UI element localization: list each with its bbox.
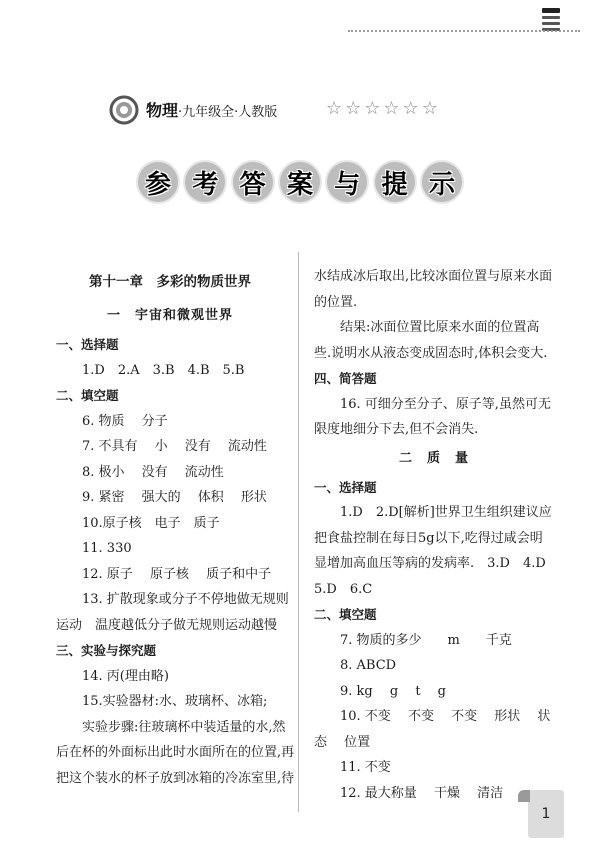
banner-character: 参 — [138, 162, 178, 202]
answer-line: 显增加高血压等病的发病率. 3.D 4.D — [314, 556, 546, 571]
book-header — [108, 94, 488, 126]
banner-character: 与 — [327, 162, 367, 202]
answer-line: 把食盐控制在每日5g以下,吃得过咸会明 — [314, 530, 543, 546]
question-heading: 一、选择题 — [56, 337, 119, 352]
question-heading: 二、填空题 — [314, 607, 377, 622]
question-heading: 二、填空题 — [56, 388, 119, 403]
answer-line: 运动 温度越低分子做无规则运动越慢 — [56, 617, 278, 633]
star-icon: ☆ — [402, 98, 419, 119]
section-title: 一 宇宙和微观世界 — [106, 308, 233, 323]
answer-line: 8. 极小 没有 流动性 — [82, 464, 224, 480]
star-icon: ☆ — [364, 98, 381, 119]
answer-line: 限度地细分下去,但不会消失. — [314, 422, 479, 437]
answer-line: 12. 原子 原子核 质子和中子 — [82, 566, 272, 582]
banner-character: 案 — [280, 162, 320, 202]
edition-subtitle: ·九年级全·人教版 — [178, 105, 278, 120]
answer-line: 实验步骤:往玻璃杯中装适量的水,然 — [82, 719, 286, 735]
banner-character: 考 — [185, 162, 225, 202]
question-heading: 三、实验与探究题 — [56, 643, 157, 658]
banner-character: 示 — [422, 162, 462, 202]
page-number — [528, 790, 564, 838]
answer-line: 8. ABCD — [340, 658, 397, 673]
answer-line: 9. kg g t g — [340, 683, 446, 699]
star-icon: ☆ — [383, 98, 400, 119]
banner-character: 答 — [233, 162, 273, 202]
answer-line: 态 位置 — [314, 734, 371, 750]
answer-line: 15.实验器材:水、玻璃杯、冰箱; — [82, 694, 268, 709]
question-heading: 一、选择题 — [314, 479, 377, 495]
answer-line: 1.D 2.A 3.B 4.B 5.B — [82, 362, 245, 378]
star-icon: ☆ — [421, 98, 438, 119]
answer-line: 的位置. — [314, 294, 358, 310]
question-heading: 四、简答题 — [314, 371, 377, 386]
answer-line: 7. 物质的多少 m 千克 — [340, 632, 512, 648]
subject-title: 物理 — [146, 101, 179, 120]
left-column — [56, 264, 295, 791]
swirl-icon — [108, 94, 144, 126]
star-row — [326, 97, 438, 121]
chapter-title: 第十一章 多彩的物质世界 — [89, 274, 251, 290]
answer-banner — [138, 154, 462, 210]
section-title: 二 质 量 — [398, 450, 469, 466]
answer-line: 11. 不变 — [340, 760, 391, 775]
answer-line: 14. 丙(理由略) — [82, 668, 169, 684]
answer-line: 9. 紧密 强大的 体积 形状 — [82, 490, 267, 505]
top-dotted-rule — [348, 30, 580, 32]
banner-character: 提 — [375, 162, 415, 202]
right-column — [314, 264, 554, 806]
book-title — [146, 98, 277, 121]
answer-line: 11. 330 — [82, 541, 132, 556]
star-icon: ☆ — [345, 98, 362, 119]
page-number-text: 1 — [541, 806, 551, 822]
answer-line: 12. 最大称量 干燥 清洁 — [340, 785, 504, 801]
answer-line: 把这个装水的杯子放到冰箱的冷冻室里,待 — [56, 770, 295, 786]
star-icon: ☆ — [326, 98, 343, 119]
column-divider — [298, 252, 299, 812]
answer-line: 1.D 2.D[解析]世界卫生组织建议应 — [340, 505, 552, 520]
answer-line: 水结成冰后取出,比较冰面位置与原来水面 — [314, 269, 553, 284]
answer-line: 结果:冰面位置比原来水面的位置高 — [340, 320, 540, 335]
answer-line: 些.说明水从液态变成固态时,体积会变大. — [314, 345, 548, 361]
answer-line: 后在杯的外面标出此时水面所在的位置,再 — [56, 745, 295, 760]
answer-line: 16. 可细分至分子、原子等,虽然可无 — [340, 396, 551, 412]
answer-line: 7. 不具有 小 没有 流动性 — [82, 439, 267, 454]
answer-line: 13. 扩散现象或分子不停地做无规则 — [82, 592, 289, 607]
answer-line: 5.D 6.C — [314, 581, 373, 597]
answer-line: 10. 不变 不变 不变 形状 状 — [340, 709, 551, 724]
answer-line: 10.原子核 电子 质子 — [82, 515, 220, 531]
answer-line: 6. 物质 分子 — [82, 413, 168, 429]
